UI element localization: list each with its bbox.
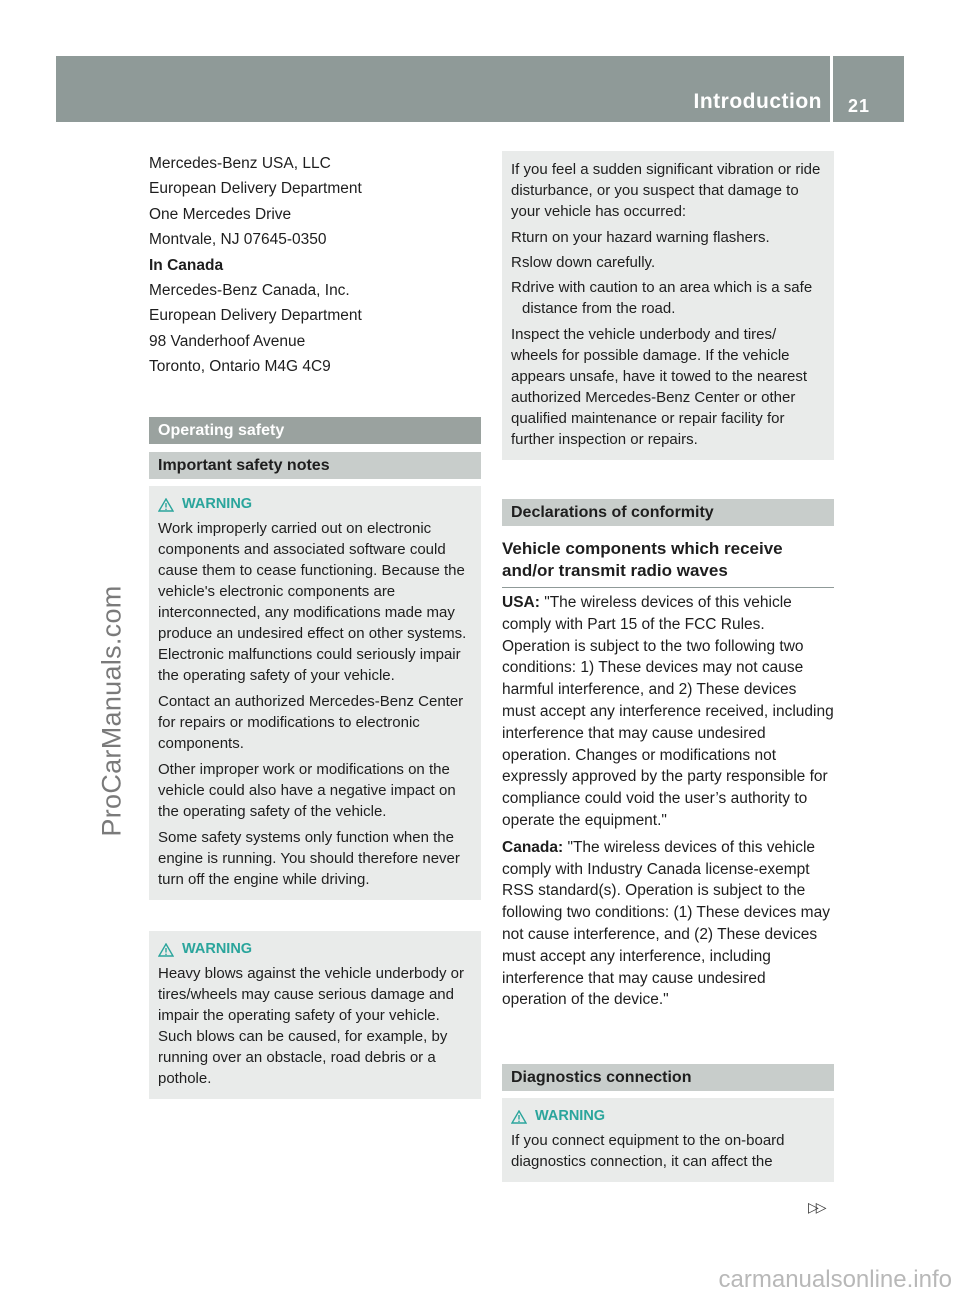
watermark-carmanualsonline: carmanualsonline.info: [718, 1266, 952, 1293]
warning-paragraph: Heavy blows against the vehicle underbody or tires/wheels may cause serious damage and impair the operating safety of your vehicle. Such blows can be caused, for example, by running over an obstacle, road debris or a pothole.: [158, 965, 465, 1087]
list-item-text: slow down carefully.: [522, 254, 656, 271]
warning-paragraph: If you feel a sudden significant vibration or ride disturbance, or you suspect that damage to your vehicle has occurred:: [511, 161, 821, 220]
warning-box: [149, 486, 481, 900]
warning-heading: [158, 939, 472, 960]
address-line: One Mercedes Drive: [149, 205, 292, 223]
warning-heading: [511, 1106, 825, 1127]
address-line: 98 Vanderhoof Avenue: [149, 332, 306, 350]
header-separator: [830, 56, 833, 122]
canada-declaration: [502, 837, 834, 1011]
list-item-text: turn on your hazard warning flashers.: [522, 229, 770, 246]
declarations-heading-wrapper: [502, 538, 834, 588]
watermark-procarmanuals: ProCarManuals.com: [96, 585, 127, 837]
page-number: 21: [848, 96, 871, 116]
warning-paragraph: Work improperly carried out on electronic components and associated software could cause them to cease functioning. Because the vehicle's electronic components are interconnected, any modifications made may produce an undesired effect on other systems. Electronic malfunctions could seriously impair the operating safety of your vehicle.: [158, 520, 467, 684]
warning-box-continued: [502, 151, 834, 460]
warning-label: WARNING: [182, 941, 253, 957]
warning-box-2-wrapper: [149, 931, 481, 1099]
canada-text: "The wireless devices of this vehicle comply with Industry Canada license-exempt RSS standard(s). Operation is subject to the following two conditions: (1) These devices may not cause interference, and (2) These devices must accept any interference, including interference that may cause undesired operation of the device.": [502, 838, 830, 1009]
section-title-operating-safety: Operating safety: [149, 417, 481, 444]
warning-paragraph: Contact an authorized Mercedes-Benz Center for repairs or modifications to electronic components.: [158, 693, 464, 752]
list-item-text: drive with caution to an area which is a safe distance from the road.: [522, 279, 813, 317]
diagnostics-section: [502, 1064, 834, 1091]
warning-triangle-icon: [158, 943, 174, 957]
warning-label: WARNING: [182, 496, 253, 512]
warning-continuation-wrapper: [502, 151, 834, 460]
subsection-title-important-safety-notes: Important safety notes: [149, 452, 481, 479]
address-line: European Delivery Department: [149, 307, 362, 325]
address-line: Toronto, Ontario M4G 4C9: [149, 358, 331, 376]
continue-arrow-icon: ▷▷: [808, 1199, 824, 1215]
warning-triangle-icon: [511, 1110, 527, 1124]
operating-safety-section: [149, 417, 481, 444]
warning-box-1-wrapper: [149, 486, 481, 900]
section-title-declarations: Declarations of conformity: [502, 499, 834, 526]
warning-box: [502, 1098, 834, 1182]
warning-heading: [158, 494, 472, 515]
section-title-diagnostics: Diagnostics connection: [502, 1064, 834, 1091]
warning-box: [149, 931, 481, 1099]
chapter-title: Introduction: [693, 90, 822, 113]
list-item: [511, 277, 825, 319]
address-block: [149, 151, 481, 380]
declarations-body: [502, 592, 834, 1011]
warning-label: WARNING: [535, 1108, 606, 1124]
left-column: [149, 151, 481, 380]
warning-paragraph: Inspect the vehicle underbody and tires/ wheels for possible damage. If the vehicle appears unsafe, have it towed to the nearest authorized Mercedes-Benz Center or other qualified maintenance or repair facility for further inspection or repairs.: [511, 326, 808, 448]
heading-radio-components: Vehicle components which receive and/or transmit radio waves: [502, 538, 834, 588]
bullet-marker: R: [511, 229, 522, 246]
usa-label: USA:: [502, 594, 540, 611]
canada-heading: In Canada: [149, 256, 224, 274]
usa-declaration: [502, 592, 834, 832]
address-line: Montvale, NJ 07645-0350: [149, 231, 327, 249]
usa-text: "The wireless devices of this vehicle comply with Part 15 of the FCC Rules. Operation is subject to the two following two conditions: 1) These devices may not cause harmful interference, and 2) These devices must accept any interference received, including interference that may cause undesired operation. Changes or modifications not expressly approved by the party responsible for compliance could void the user’s authority to operate the equipment.": [502, 594, 834, 829]
list-item: [511, 252, 825, 273]
warning-paragraph: Some safety systems only function when the engine is running. You should therefore never turn off the engine while driving.: [158, 829, 460, 888]
address-line: European Delivery Department: [149, 180, 362, 198]
declarations-section: [502, 499, 834, 526]
address-line: Mercedes-Benz Canada, Inc.: [149, 282, 350, 300]
diagnostics-warning-wrapper: [502, 1098, 834, 1182]
bullet-marker: R: [511, 254, 522, 271]
address-line: Mercedes-Benz USA, LLC: [149, 155, 331, 172]
canada-label: Canada:: [502, 838, 564, 856]
bullet-marker: R: [511, 279, 522, 296]
bullet-list: [511, 227, 825, 319]
warning-paragraph: Other improper work or modifications on the vehicle could also have a negative impact on the operating safety of the vehicle.: [158, 761, 456, 820]
list-item: [511, 227, 825, 248]
warning-triangle-icon: [158, 498, 174, 512]
warning-paragraph: If you connect equipment to the on-board diagnostics connection, it can affect the: [511, 1132, 785, 1170]
important-notes-wrapper: [149, 452, 481, 479]
